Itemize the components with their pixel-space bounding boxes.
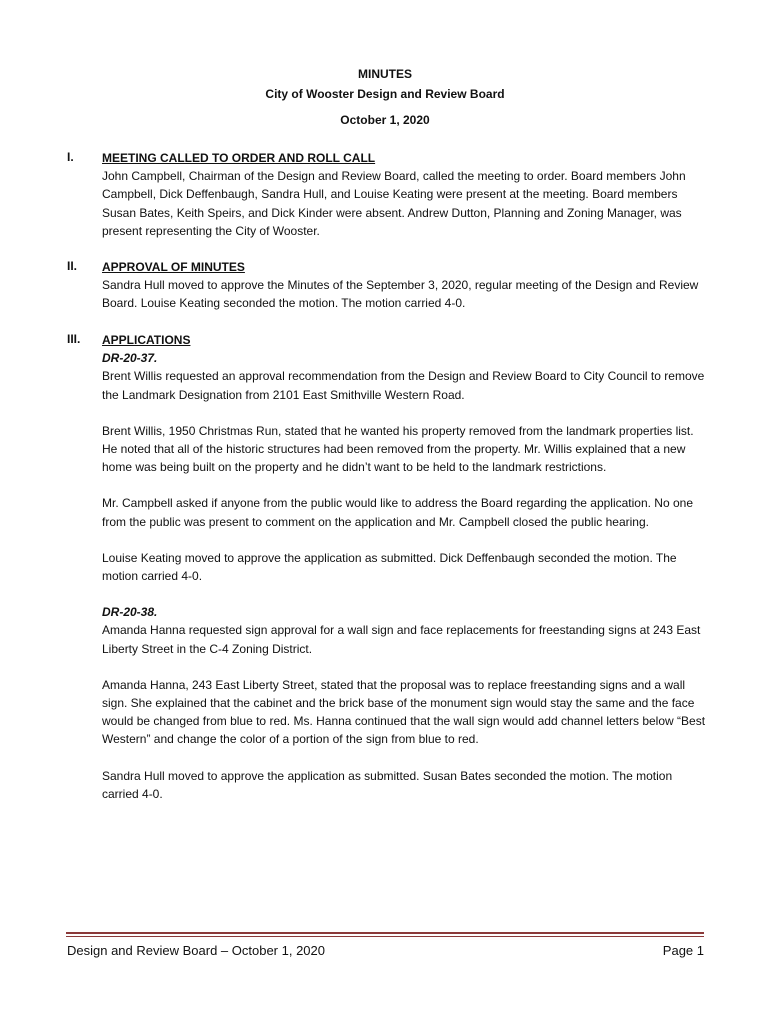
section-3 [102,331,708,803]
case-2-paragraph-3: Sandra Hull moved to approve the application as submitted. Susan Bates seconded the motion. The motion carried 4-0. [102,768,673,801]
section-title-3: APPLICATIONS [102,333,191,347]
page-number: Page 1 [662,943,704,958]
case-2-paragraph-1: Amanda Hanna requested sign approval for a wall sign and face replacements for freestanding signs at 243 East Liberty Street in the C-4 Zoning District. [102,623,701,656]
section-number-3: III. [67,332,81,346]
footer-divider-thin [66,936,704,937]
case-id-dr-20-38: DR-20-38. [102,605,158,620]
section-number-2: II. [67,259,78,273]
case-1-paragraph-3: Mr. Campbell asked if anyone from the public would like to address the Board regarding the application. No one from the public was present to comment on the application and Mr. Campbell closed the public hearing. [102,496,694,529]
footer-title: Design and Review Board – October 1, 2020 [67,943,325,958]
section-1 [102,149,708,240]
section-number-1: I. [67,150,74,164]
case-1-paragraph-2: Brent Willis, 1950 Christmas Run, stated that he wanted his property removed from the landmark properties list. He noted that all of the historic structures had been removed from the property. Mr. Willis explained that a new home was being built on the property and he didn’t want to be held to the landmark restrictions. [102,423,694,475]
section-title-1: MEETING CALLED TO ORDER AND ROLL CALL [102,151,376,165]
case-1-paragraph-4: Louise Keating moved to approve the application as submitted. Dick Deffenbaugh seconded the motion. The motion carried 4-0. [102,550,677,584]
case-1-paragraph-1: Brent Willis requested an approval recommendation from the Design and Review Board to City Council to remove the Landmark Designation from 2101 East Smithville Western Road. [102,369,705,402]
section-2 [102,258,708,313]
section-1-text: John Campbell, Chairman of the Design and Review Board, called the meeting to order. Board members John Campbell, Dick Deffenbaugh, Sandra Hull, and Louise Keating were present at the meeting. Board members Susan Bates, Keith Speirs, and Dick Kinder were absent. Andrew Dutton, Planning and Zoning Manager, was present representing the City of Wooster. [102,169,686,238]
footer-divider [66,932,704,934]
meeting-date: October 1, 2020 [340,113,430,127]
document-title: MINUTES [358,67,412,81]
case-2-paragraph-2: Amanda Hanna, 243 East Liberty Street, stated that the proposal was to replace freestanding signs and a wall sign. She explained that the cabinet and the brick base of the monument sign would stay the same and the face would be changed from blue to red. Ms. Hanna continued that the wall sign would add channel letters below “Best Western” and change the color of a portion of the sign from blue to red. [102,677,706,747]
section-2-text: Sandra Hull moved to approve the Minutes of the September 3, 2020, regular meeting of the Design and Review Board. Louise Keating seconded the motion. The motion carried 4-0. [102,278,699,311]
case-id-dr-20-37: DR-20-37. [102,351,158,366]
board-name: City of Wooster Design and Review Board [265,87,505,101]
section-title-2: APPROVAL OF MINUTES [102,260,245,274]
